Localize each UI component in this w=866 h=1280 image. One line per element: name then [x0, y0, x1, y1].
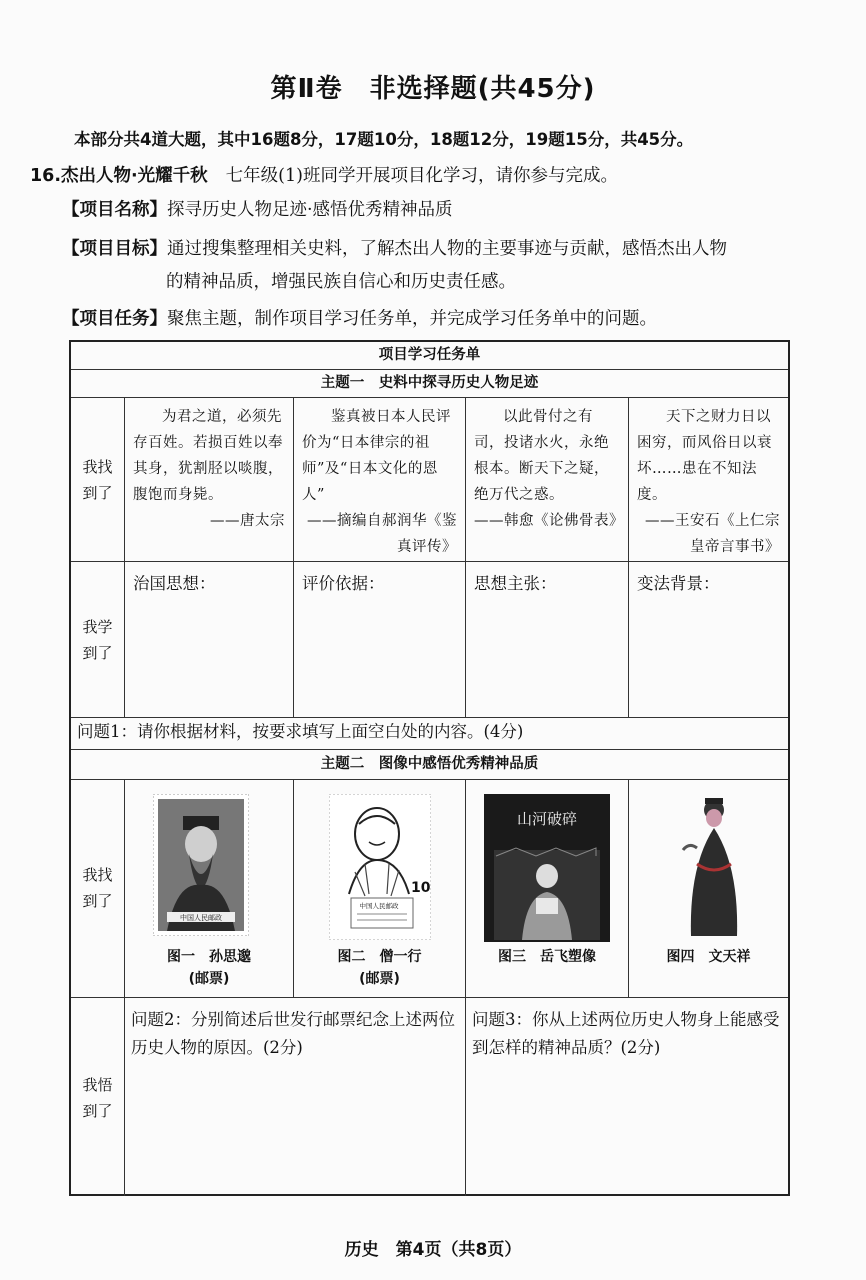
yue-fei-statue-image [484, 794, 610, 942]
question-1: 问题1：请你根据材料，按要求填写上面空白处的内容。(4分) [77, 722, 524, 741]
quote-cell [294, 398, 465, 562]
caption-line: 图三 岳飞塑像 [498, 949, 596, 965]
project-goal-text-2: 的精神品质，增强民族自信心和历史责任感。 [166, 272, 516, 292]
quote-source: ——唐太宗 [210, 513, 285, 529]
project-name-label: 【项目名称】 [62, 200, 167, 220]
stamp-sun-simiao-image [153, 794, 249, 936]
page-footer: 历史 第4页（共8页） [344, 1240, 522, 1260]
figure-caption-3 [466, 946, 628, 968]
row-label-line: 我悟 [82, 1076, 113, 1094]
plaque-text: 山河破碎 [516, 810, 578, 828]
answer-field-ideas[interactable]: 思想主张： [474, 574, 557, 593]
question-16-head: 16.杰出人物·光耀千秋 [30, 166, 208, 186]
project-name-text: 探寻历史人物足迹·感悟优秀精神品质 [167, 200, 453, 220]
answer-field-governance[interactable]: 治国思想： [133, 574, 216, 593]
quote-text: 以此骨付之有司，投诸水火，永绝根本。断天下之疑，绝万代之惑。 [474, 409, 609, 503]
theme-1-header: 主题一 史料中探寻历史人物足迹 [71, 370, 788, 398]
project-task-label: 【项目任务】 [62, 309, 167, 329]
row-label-found [71, 454, 124, 506]
figure-caption-4 [629, 946, 788, 968]
answer-field-evaluation[interactable]: 评价依据： [302, 574, 385, 593]
caption-line: 图一 孙思邈 [167, 949, 251, 965]
project-task-text: 聚焦主题，制作项目学习任务单，并完成学习任务单中的问题。 [167, 309, 657, 329]
question-16-text: 七年级(1)班同学开展项目化学习，请你参与完成。 [225, 166, 618, 186]
stamp-text: 中国人民邮政 [359, 902, 399, 910]
quote-source: ——王安石《上仁宗皇帝言事书》 [645, 513, 780, 555]
table-title: 项目学习任务单 [71, 342, 788, 370]
row-label-learned [71, 614, 124, 666]
stamp-seng-yixing-image [329, 794, 431, 940]
quote-source: ——摘编自郝润华《鉴真评传》 [307, 513, 457, 555]
figure-caption-2 [294, 946, 465, 990]
answer-field-reform[interactable]: 变法背景： [637, 574, 720, 593]
figure-caption-1 [125, 946, 293, 990]
quote-text: 为君之道，必须先存百姓。若损百姓以奉其身，犹割胫以啖腹，腹饱而身毙。 [133, 409, 283, 503]
wen-tianxiang-image [675, 794, 753, 940]
row-label-line: 到了 [82, 644, 113, 662]
quote-cell [629, 398, 788, 562]
stamp-text: 中国人民邮政 [180, 914, 222, 922]
page-title: 第Ⅱ卷 非选择题(共45分) [270, 74, 596, 104]
question-16 [30, 162, 618, 187]
col-divider [465, 780, 466, 1196]
quote-text: 鉴真被日本人民评价为“日本律宗的祖师”及“日本文化的恩人” [302, 409, 451, 503]
project-goal [62, 235, 727, 260]
task-sheet-table [69, 340, 790, 1196]
row-label-line: 我找 [82, 866, 113, 884]
section-intro: 本部分共4道大题，其中16题8分，17题10分，18题12分，19题15分，共45分。 [74, 130, 694, 149]
stamp-value: 10 [411, 880, 431, 896]
project-task [62, 305, 657, 330]
caption-line: (邮票) [359, 971, 400, 987]
project-name [62, 196, 453, 221]
row-label-line: 到了 [82, 1102, 113, 1120]
project-goal-label: 【项目目标】 [62, 239, 167, 259]
question-2[interactable]: 问题2：分别简述后世发行邮票纪念上述两位历史人物的原因。(2分) [131, 1010, 455, 1057]
question-3[interactable]: 问题3：你从上述两位历史人物身上能感受到怎样的精神品质？(2分) [472, 1010, 780, 1057]
quote-cell [125, 398, 293, 562]
row-label-line: 到了 [82, 892, 113, 910]
quote-text: 天下之财力日以困穷，而风俗日以衰坏……患在不知法度。 [637, 409, 772, 503]
row-label-line: 我找 [82, 458, 113, 476]
quote-source: ——韩愈《论佛骨表》 [474, 513, 624, 529]
theme-2-header: 主题二 图像中感悟优秀精神品质 [71, 750, 788, 780]
row-label-line: 我学 [82, 618, 113, 636]
caption-line: 图二 僧一行 [337, 949, 422, 965]
project-goal-text-1: 通过搜集整理相关史料，了解杰出人物的主要事迹与贡献，感悟杰出人物 [167, 239, 727, 259]
quote-cell [466, 398, 628, 562]
caption-line: 图四 文天祥 [666, 949, 751, 965]
row-label-line: 到了 [82, 484, 113, 502]
row-label-insight [71, 1072, 124, 1124]
row-label-seek [71, 862, 124, 914]
caption-line: (邮票) [188, 971, 230, 987]
